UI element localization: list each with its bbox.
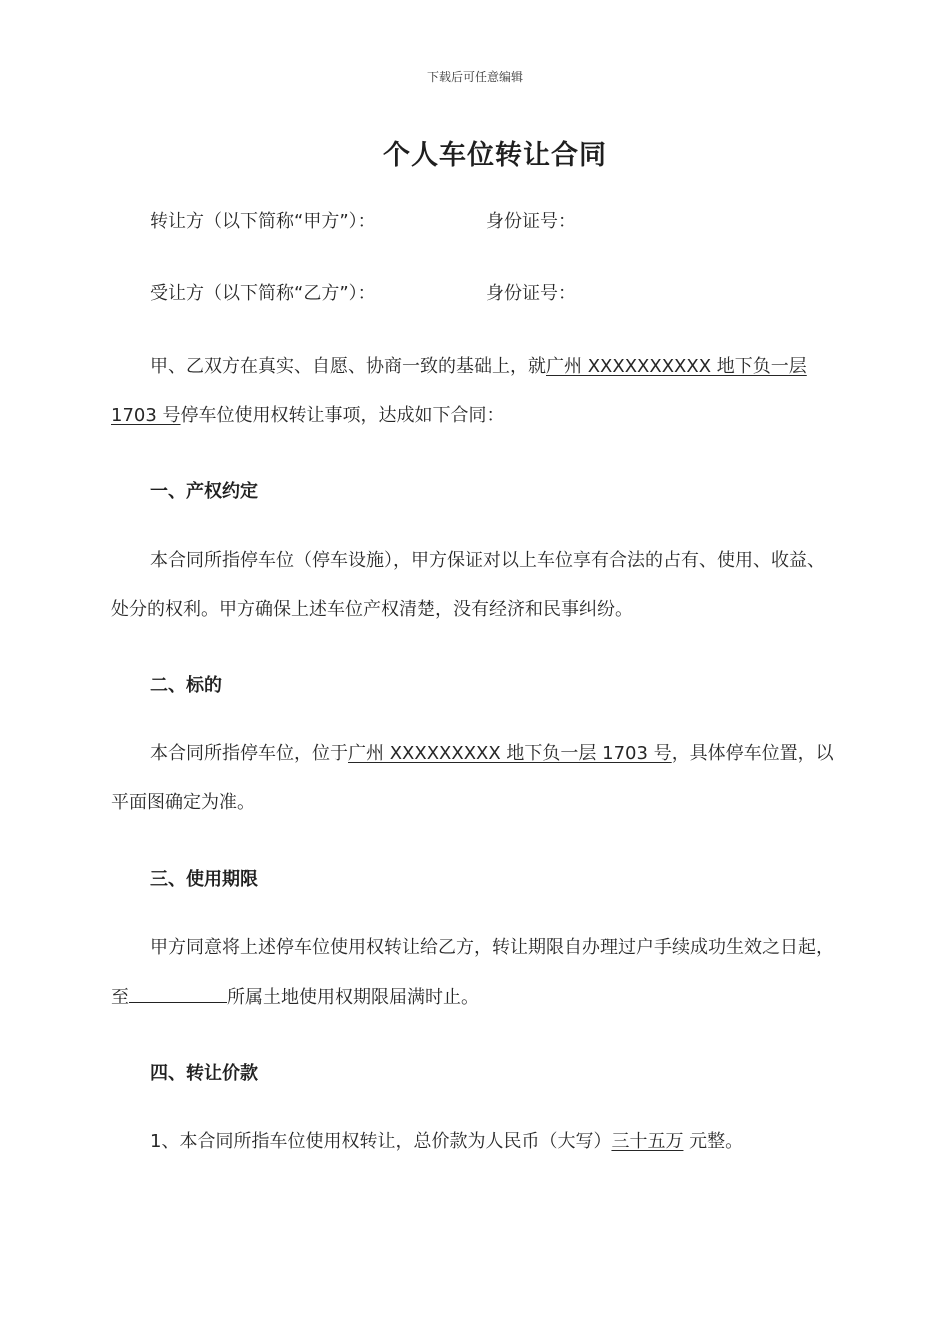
intro-text-2: 停车位使用权转让事项，达成如下合同： xyxy=(180,405,505,426)
section-2-text-post: ，具体停车位置，以 xyxy=(671,743,834,764)
intro-location-2: 1703 号 xyxy=(111,405,181,426)
section-3-line-2 xyxy=(111,984,479,1011)
section-2-heading: 二、标的 xyxy=(150,675,222,696)
section-4-heading: 四、转让价款 xyxy=(150,1063,258,1084)
section-1-heading: 一、产权约定 xyxy=(150,481,258,502)
price-amount: 三十五万 xyxy=(611,1131,684,1152)
section-2-text-pre: 本合同所指停车位，位于 xyxy=(150,743,348,764)
header-note: 下载后可任意编辑 xyxy=(426,70,523,84)
section-2-line-1 xyxy=(150,741,834,767)
section-2-location: 广州 XXXXXXXXX 地下负一层 1703 号 xyxy=(348,743,672,764)
section-2-line-2: 平面图确定为准。 xyxy=(111,792,255,813)
section-4-text-post: 元整。 xyxy=(683,1131,744,1152)
section-3-heading: 三、使用期限 xyxy=(150,869,258,890)
section-3-text-post: 所属土地使用权期限届满时止。 xyxy=(227,987,479,1008)
section-4-line-1 xyxy=(150,1129,743,1155)
section-3-text-pre: 至 xyxy=(111,987,129,1008)
intro-location-1: 广州 XXXXXXXXXX 地下负一层 xyxy=(546,356,807,377)
section-3-line-1: 甲方同意将上述停车位使用权转让给乙方，转让期限自办理过户手续成功生效之日起， xyxy=(150,937,834,958)
transferor-label: 转让方（以下简称“甲方”）： xyxy=(150,211,376,232)
section-1-line-2: 处分的权利。甲方确保上述车位产权清楚，没有经济和民事纠纷。 xyxy=(111,599,633,620)
intro-line-2 xyxy=(111,403,505,429)
transferee-label: 受让方（以下简称“乙方”）： xyxy=(150,283,376,304)
section-1-line-1: 本合同所指停车位（停车设施），甲方保证对以上车位享有合法的占有、使用、收益、 xyxy=(150,550,825,571)
intro-line-1 xyxy=(150,354,807,380)
transferor-id-label: 身份证号： xyxy=(486,211,576,232)
section-4-text-pre: 1、本合同所指车位使用权转让，总价款为人民币（大写） xyxy=(150,1131,612,1152)
date-blank-line xyxy=(129,984,227,1003)
intro-text-1: 甲、乙双方在真实、自愿、协商一致的基础上，就 xyxy=(150,356,546,377)
document-title: 个人车位转让合同 xyxy=(383,140,607,171)
transferee-id-label: 身份证号： xyxy=(486,283,576,304)
